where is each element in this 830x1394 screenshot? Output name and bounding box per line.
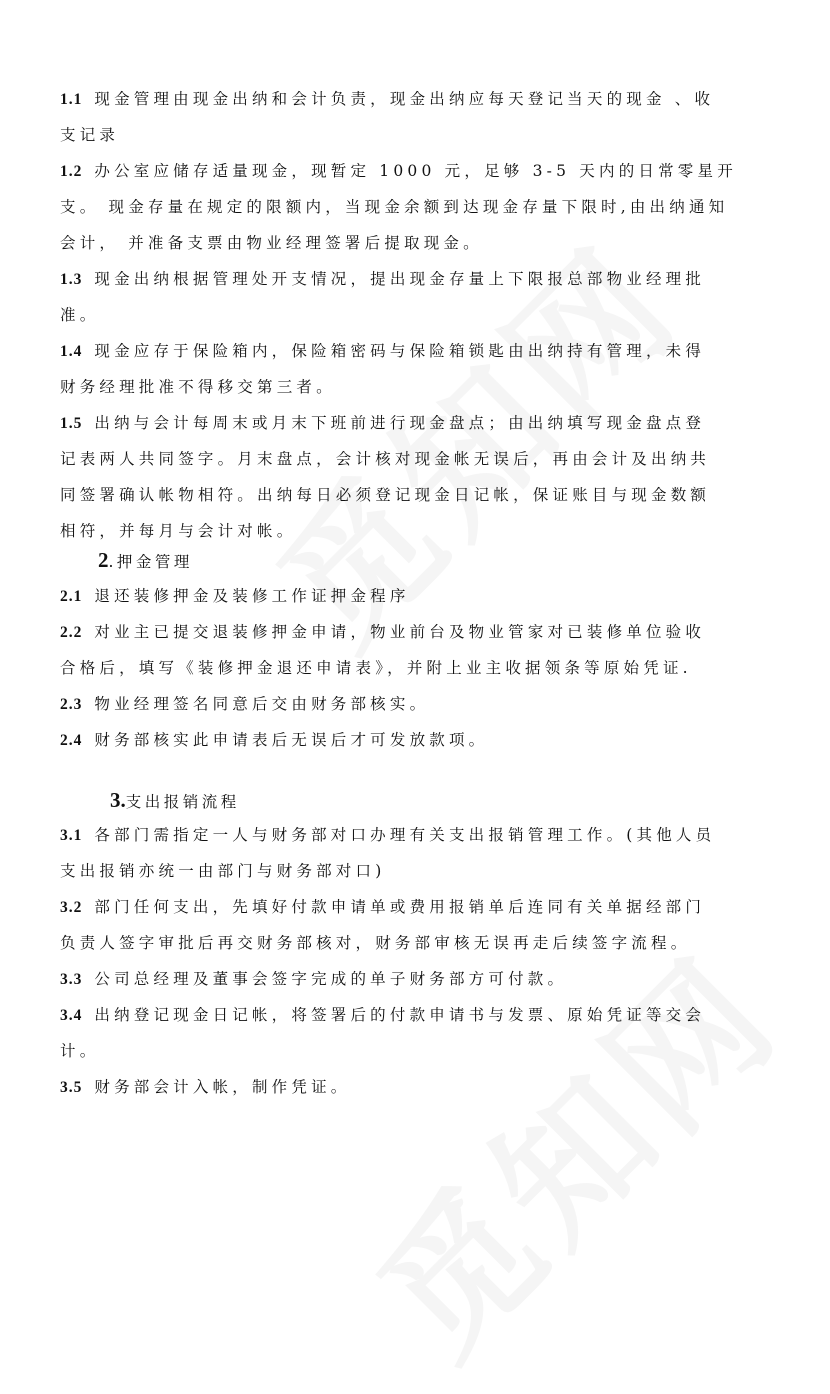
clause-text: 出纳与会计每周末或月末下班前进行现金盘点；由出纳填写现金盘点登 bbox=[94, 414, 706, 432]
clause-1-1 bbox=[60, 81, 780, 153]
clause-text: 支。 现金存量在规定的限额内，当现金余额到达现金存量下限时,由出纳通知 bbox=[60, 198, 729, 216]
section-number: 3. bbox=[110, 788, 126, 812]
clause-text: 记表两人共同签字。月末盘点，会计核对现金帐无误后，再由会计及出纳共 bbox=[60, 450, 711, 468]
clause-2-1 bbox=[60, 578, 780, 614]
clause-1-5 bbox=[60, 405, 780, 549]
clause-text: 物业经理签名同意后交由财务部核实。 bbox=[94, 695, 430, 713]
clause-text: 合格后，填写《装修押金退还申请表》，并附上业主收据领条等原始凭证. bbox=[60, 659, 692, 677]
clause-2-2 bbox=[60, 614, 780, 686]
clause-text: 同签署确认帐物相符。出纳每日必须登记现金日记帐，保证账目与现金数额 bbox=[60, 486, 711, 504]
clause-number: 1.3 bbox=[60, 271, 83, 288]
clause-number: 1.1 bbox=[60, 91, 83, 108]
section-heading-3 bbox=[110, 782, 240, 818]
clause-text: 办公室应储存适量现金，现暂定 1000 元，足够 3-5 天内的日常零星开 bbox=[94, 162, 737, 180]
clause-text: 准。 bbox=[60, 306, 100, 324]
clause-text: 现金出纳根据管理处开支情况，提出现金存量上下限报总部物业经理批 bbox=[94, 270, 706, 288]
clause-text: 公司总经理及董事会签字完成的单子财务部方可付款。 bbox=[94, 970, 568, 988]
clause-number: 3.4 bbox=[60, 1007, 83, 1024]
clause-text: 支记录 bbox=[60, 126, 120, 144]
clause-number: 3.5 bbox=[60, 1079, 83, 1096]
clause-1-3 bbox=[60, 261, 780, 333]
clause-number: 2.4 bbox=[60, 732, 83, 749]
clause-number: 3.1 bbox=[60, 827, 83, 844]
clause-3-3 bbox=[60, 961, 780, 997]
clause-text: 对业主已提交退装修押金申请，物业前台及物业管家对已装修单位验收 bbox=[94, 623, 706, 641]
clause-text: 现金管理由现金出纳和会计负责，现金出纳应每天登记当天的现金 、收 bbox=[94, 90, 715, 108]
clause-1-2 bbox=[60, 153, 780, 261]
clause-number: 2.3 bbox=[60, 696, 83, 713]
clause-text: 财务经理批准不得移交第三者。 bbox=[60, 378, 336, 396]
clause-text: 计。 bbox=[60, 1042, 100, 1060]
clause-3-1 bbox=[60, 817, 780, 889]
clause-text: 支出报销亦统一由部门与财务部对口) bbox=[60, 862, 386, 880]
clause-number: 1.4 bbox=[60, 343, 83, 360]
section-title: .押金管理 bbox=[108, 553, 193, 571]
clause-3-4 bbox=[60, 997, 780, 1069]
clause-number: 2.2 bbox=[60, 624, 83, 641]
clause-number: 3.2 bbox=[60, 899, 83, 916]
clause-text: 负责人签字审批后再交财务部核对，财务部审核无误再走后续签字流程。 bbox=[60, 934, 691, 952]
clause-number: 1.5 bbox=[60, 415, 83, 432]
clause-3-2 bbox=[60, 889, 780, 961]
clause-number: 1.2 bbox=[60, 163, 83, 180]
clause-number: 2.1 bbox=[60, 588, 83, 605]
clause-text: 财务部核实此申请表后无误后才可发放款项。 bbox=[94, 731, 489, 749]
clause-text: 退还装修押金及装修工作证押金程序 bbox=[94, 587, 410, 605]
clause-number: 3.3 bbox=[60, 971, 83, 988]
clause-text: 现金应存于保险箱内，保险箱密码与保险箱锁匙由出纳持有管理，未得 bbox=[94, 342, 706, 360]
clause-text: 相符，并每月与会计对帐。 bbox=[60, 522, 297, 540]
section-number: 2 bbox=[98, 548, 109, 572]
clause-2-4 bbox=[60, 722, 780, 758]
clause-text: 出纳登记现金日记帐，将签署后的付款申请书与发票、原始凭证等交会 bbox=[94, 1006, 706, 1024]
section-title: 支出报销流程 bbox=[125, 793, 240, 811]
clause-3-5 bbox=[60, 1069, 780, 1105]
clause-text: 各部门需指定一人与财务部对口办理有关支出报销管理工作。(其他人员 bbox=[94, 826, 716, 844]
section-2 bbox=[60, 578, 780, 758]
clause-text: 会计， 并准备支票由物业经理签署后提取现金。 bbox=[60, 234, 483, 252]
clause-2-3 bbox=[60, 686, 780, 722]
clause-1-4 bbox=[60, 333, 780, 405]
section-3 bbox=[60, 817, 780, 1105]
section-1 bbox=[60, 81, 780, 549]
clause-text: 财务部会计入帐，制作凭证。 bbox=[94, 1078, 351, 1096]
clause-text: 部门任何支出，先填好付款申请单或费用报销单后连同有关单据经部门 bbox=[94, 898, 706, 916]
section-heading-2 bbox=[98, 542, 193, 578]
